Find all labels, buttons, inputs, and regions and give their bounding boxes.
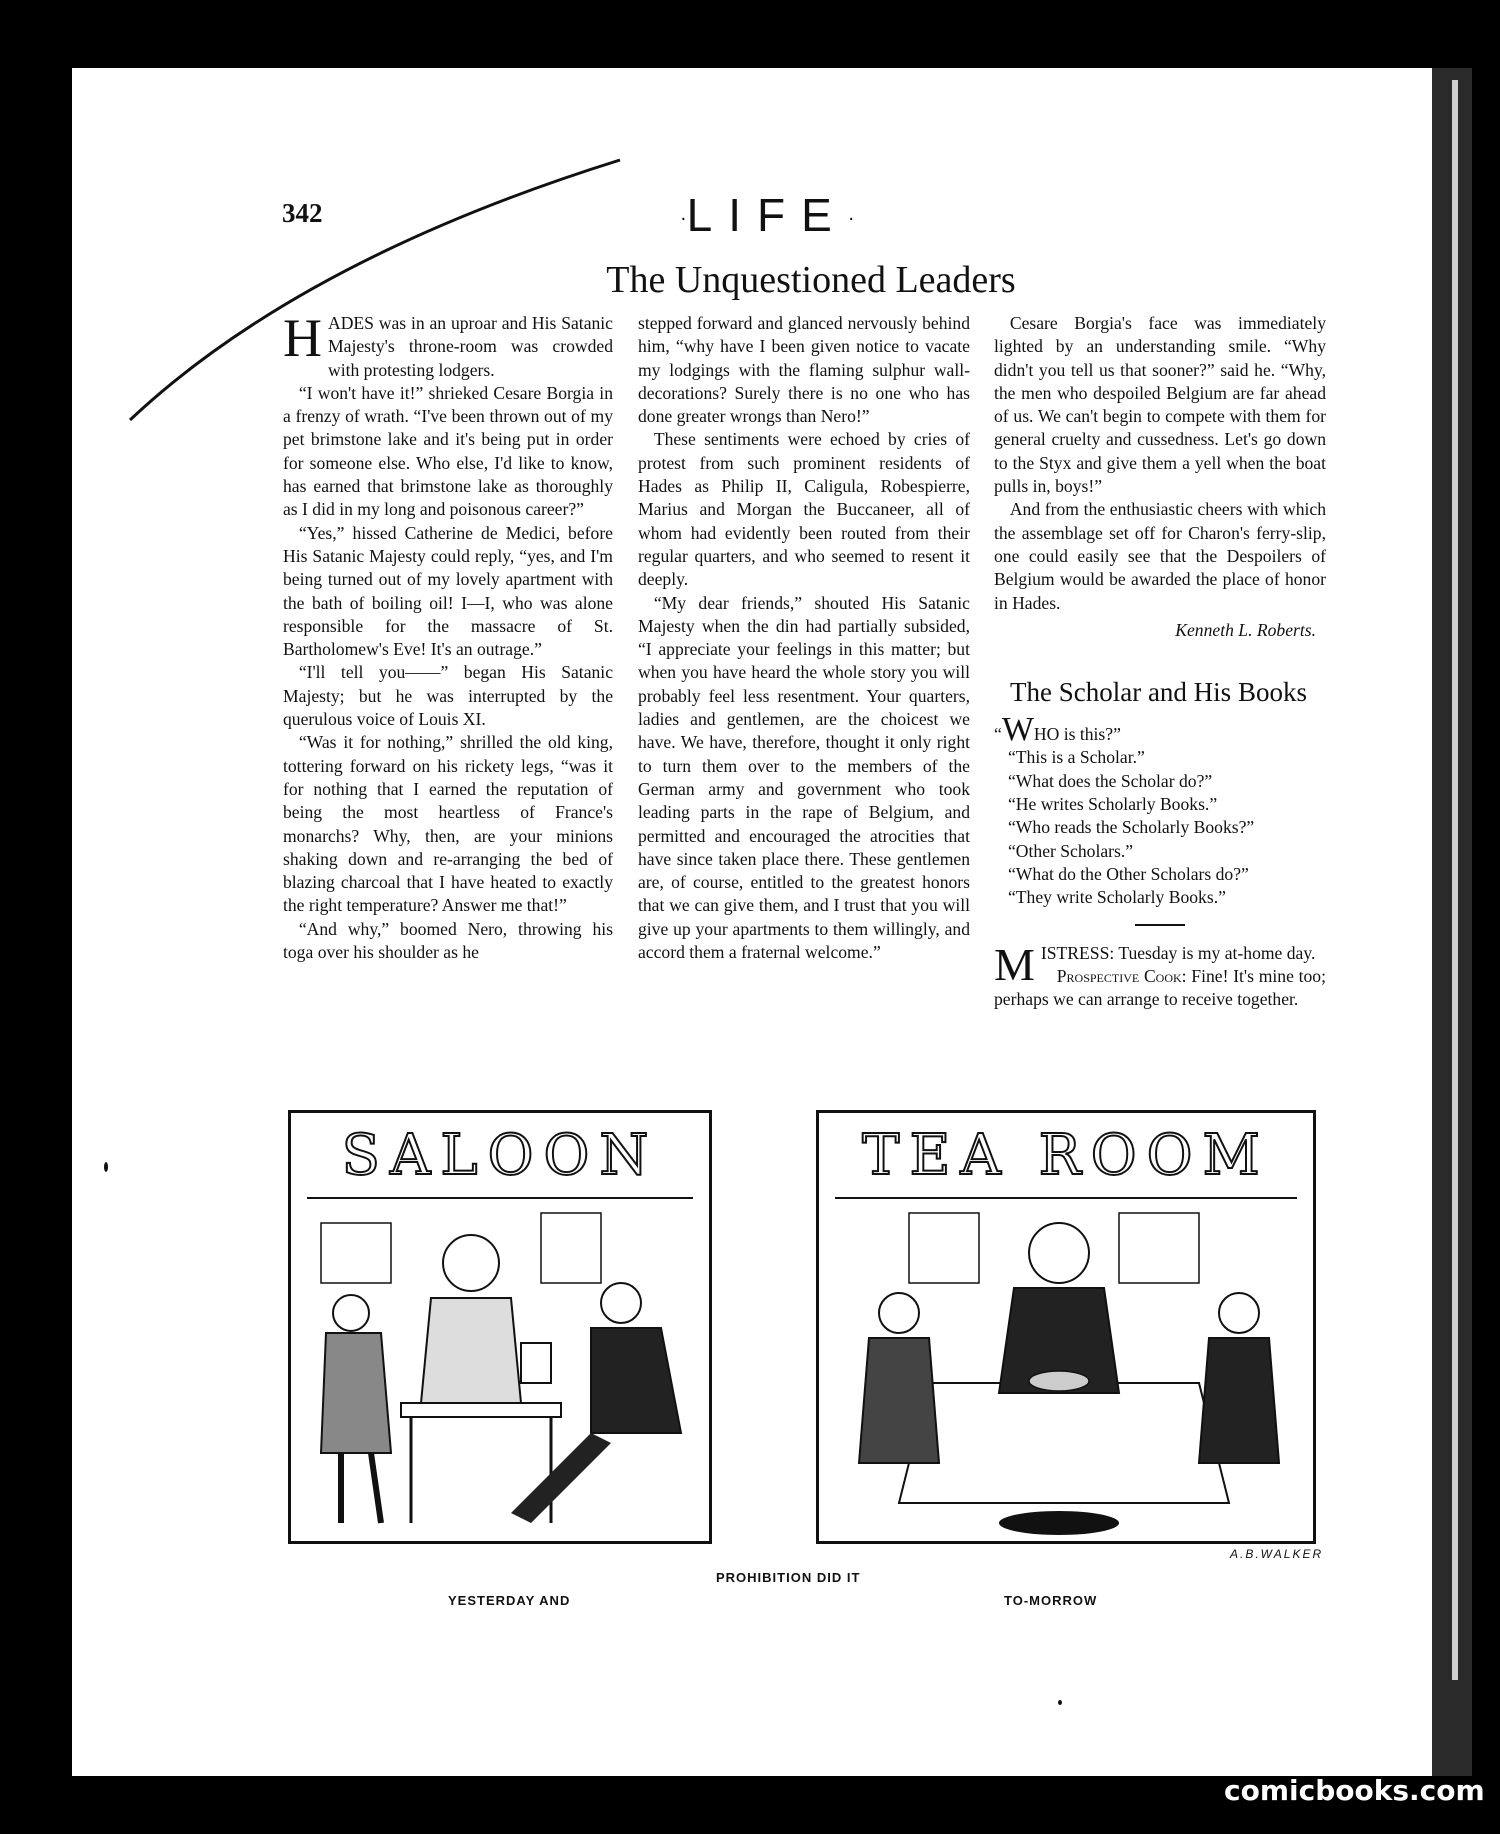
paragraph: Cesare Borgia's face was immediately lighted by an understanding smile. “Why didn't you tell us that sooner?” said he. “Why, the men who despoiled Belgium are far ahead of us. We can't begin to compete with them for general cruelty and cussedness. Let's go down to the Styx and give them a yell when the boat pulls in, boys!” [994, 313, 1326, 497]
tea-room-illustration [819, 1203, 1316, 1543]
paragraph: “And why,” boomed Nero, throwing his toga over his shoulder as he [283, 918, 613, 963]
article-column-2 [638, 312, 970, 964]
author-signature: Kenneth L. Roberts. [1175, 619, 1316, 640]
dialogue-line: “Who reads the Scholarly Books?” [1008, 817, 1255, 838]
artist-signature: A.B.WALKER [1230, 1547, 1324, 1561]
drop-cap: H [283, 308, 322, 368]
page-number: 342 [282, 198, 323, 228]
paragraph: “Yes,” hissed Catherine de Medici, before His Satanic Majesty could reply, “yes, and I'm being turned out of my lovely apartment with the bath of boiling oil! I—I, who was alone responsible for the massacre of St. Bartholomew's Eve! It's an outrage.” [283, 522, 613, 660]
article-column-3 [994, 312, 1326, 1011]
cartoon-caption-left: YESTERDAY AND [448, 1593, 571, 1608]
saloon-title: SALOON [341, 1123, 659, 1188]
paragraph: stepped forward and glanced nervously behind him, “why have I been given notice to vacate my lodgings with the flaming sulphur wall-decorations? Surely there is no one who has done greater wrongs than Nero!” [638, 313, 970, 427]
cook-paragraph: Prospective Cook: Fine! It's mine too; perhaps we can arrange to receive together. [994, 965, 1326, 1010]
paragraph: “WHO is this?” [994, 711, 1121, 749]
print-speck [104, 1162, 108, 1172]
cartoon-rule [835, 1197, 1297, 1199]
dialogue-line: “What do the Other Scholars do?” [1008, 863, 1249, 884]
article-title: The Unquestioned Leaders [606, 259, 1016, 301]
paragraph: “My dear friends,” shouted His Satanic Majesty when the din had partially subsided, “I appreciate your feelings in this matter; but when you have heard the whole story you will probably feel less resentment. Your quarters, ladies and gentlemen, are the choicest we have. We have, therefore, thought it only right to turn them over to the members of the German army and government who took leading parts in the rape of Belgium, and permitted and encouraged the atrocities that have since taken place there. These gentlemen are, of course, entitled to the greatest honors that we can give them, and I trust that you will give up your apartments to them willingly, and accord them a fraternal welcome.” [638, 592, 970, 963]
saloon-illustration [291, 1203, 712, 1543]
print-speck [1058, 1700, 1062, 1705]
paragraph: “Was it for nothing,” shrilled the old king, tottering forward on his rickety legs, “was it for nothing that I earned the reputation of being the most heartless of France's monarchs? Why, then, are your minions shaking down and re-arranging the bed of blazing charcoal that I have heated to exactly the right temperature? Answer me that!” [283, 732, 613, 916]
mast-dot-right: · [847, 207, 855, 230]
cartoon-rule [307, 1197, 693, 1199]
drop-cap: W [1001, 711, 1034, 749]
paragraph: These sentiments were echoed by cries of protest from such prominent residents of Hades as Philip II, Caligula, Robespierre, Marius and Morgan the Buccaneer, all of whom had evidently been routed from their regular quarters, and who seemed to resent it deeply. [638, 429, 970, 590]
mistress-paragraph: MISTRESS: Tuesday is my at-home day. [994, 938, 1316, 990]
paragraph: “I'll tell you——” began His Satanic Majesty; but he was interrupted by the querulous voice of Louis XI. [283, 662, 613, 730]
paragraph: “I won't have it!” shrieked Cesare Borgia in a frenzy of wrath. “I've been thrown out of my pet brimstone lake and it's being put in order for someone else. Who else, I'd like to know, has earned that brimstone lake as thoroughly as I did in my long and poisonous career?” [283, 382, 613, 520]
article-column-1 [283, 308, 613, 964]
mast-dot-left: · [680, 207, 687, 230]
scholar-title: The Scholar and His Books [1010, 677, 1307, 708]
watermark: comicbooks.com [1224, 1774, 1485, 1807]
cartoon-caption-center: PROHIBITION DID IT [716, 1570, 861, 1585]
binding-edge-highlight [1452, 80, 1458, 1680]
scholar-piece [994, 711, 1326, 909]
dialogue-line: “What does the Scholar do?” [1008, 770, 1213, 791]
cartoon-caption-right: TO-MORROW [1004, 1593, 1098, 1608]
dialogue-line: “They write Scholarly Books.” [1008, 887, 1226, 908]
dialogue-line: “This is a Scholar.” [1008, 747, 1145, 768]
masthead [680, 188, 855, 242]
saloon-cartoon [288, 1110, 712, 1544]
paragraph: HADES was in an uproar and His Satanic Majesty's throne-room was crowded with protesting lodgers. [283, 308, 613, 380]
dialogue-line: “Other Scholars.” [1008, 840, 1134, 861]
tea-room-cartoon [816, 1110, 1316, 1544]
dialogue-line: “He writes Scholarly Books.” [1008, 794, 1218, 815]
paragraph: And from the enthusiastic cheers with which the assemblage set off for Charon's ferry-slip, one could easily see that the Despoilers of Belgium would be awarded the place of honor in Hades. [994, 499, 1326, 613]
tea-room-title: TEA ROOM [862, 1123, 1270, 1188]
drop-cap: M [994, 938, 1035, 990]
masthead-title: LIFE [686, 189, 848, 241]
section-divider [1135, 924, 1185, 926]
